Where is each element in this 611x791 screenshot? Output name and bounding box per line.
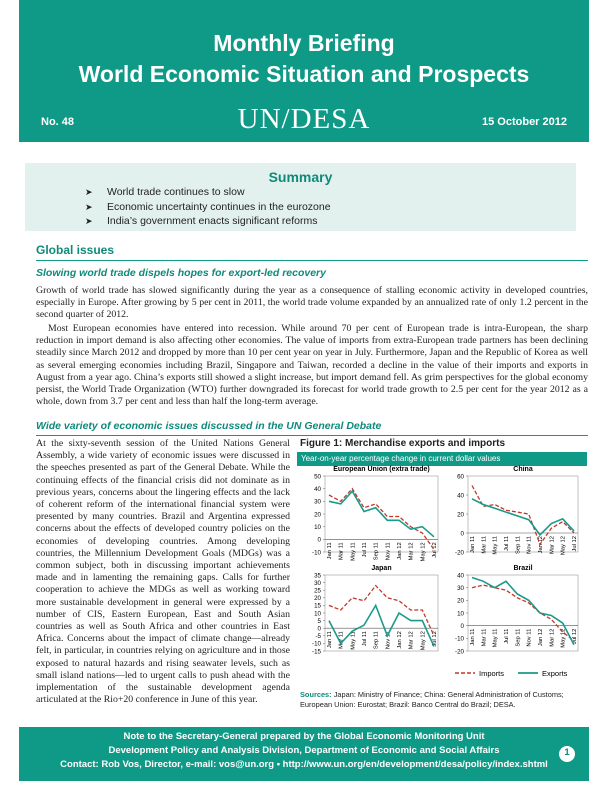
y-tick-label: 60 — [457, 473, 464, 481]
x-tick-label: Jan 11 — [470, 628, 476, 646]
y-tick-label: 20 — [314, 595, 321, 603]
section-rule — [36, 260, 588, 261]
subheading-general-debate: Wide variety of economic issues discussed in the UN General Debate — [36, 420, 382, 432]
paragraph-3: At the sixty-seventh session of the United Nations General Assembly, a wide variety of economic issues were discussed in the speeches presented as part of the General Debate. While the continuing effects of the financial crisis did not dominate as in previous years, concerns about the lingering effects and the lack of coherent reform of the international financial system were presented by many countries. Brazil and Argentina expressed concerns about the effects of developed country policies on the economies of developing countries. Among developing countries, the Millennium Development Goals (MDGs) was a common subject, both in discussing important achievements made and in lamenting the remaining gaps. Calls for further cooperation to achieve the MDGs as well as working toward more sustainable development in general were expressed by a number of CIS, Eastern European, East and South Asian countries as well as South Africa and other countries in East Africa. Concerns about the impact of climate change—already felt, in particular, in countries relying on agriculture and in those exposed to natural hazards and rising seawater levels, such as small island nations—led to urgent calls to push ahead with the implementation of the sustainable development agenda articulated at the Rio+20 conference in June of this year. — [36, 438, 290, 706]
title-line-1: Monthly Briefing — [213, 30, 395, 56]
chart-title: China — [513, 466, 533, 473]
y-tick-label: -15 — [312, 648, 321, 656]
x-tick-label: Mar 12 — [408, 631, 415, 650]
x-tick-label: Jul 12 — [432, 631, 438, 647]
footer-contact-line[interactable]: Contact: Rob Vos, Director, e-mail: vos@un.org • http://www.un.org/en/development/desa/policy/index.shtml — [60, 759, 548, 770]
figure-title: Figure 1: Merchandise exports and imports — [300, 438, 506, 449]
issue-number: No. 48 — [41, 116, 75, 128]
x-tick-label: Mar 12 — [549, 536, 556, 555]
summary-item: ➤ Economic uncertainty continues in the eurozone — [85, 200, 331, 213]
chart-title: Japan — [371, 565, 392, 572]
arrow-bullet-icon: ➤ — [85, 201, 93, 212]
y-tick-label: 10 — [314, 610, 321, 618]
figure-1-chart — [300, 460, 588, 683]
x-tick-label: Jul 12 — [572, 628, 578, 645]
x-tick-label: May 12 — [420, 542, 427, 562]
y-tick-label: 0 — [317, 625, 321, 633]
paragraph-1: Growth of world trade has slowed significantly during the year as a consequence of stalling economic activity in developed countries, especially in Europe. After growing by 5 per cent in 2011, the world trade volume expanded by an annualized rate of only 1.2 percent in the second quarter of 2012. — [36, 285, 588, 321]
x-tick-label: Jul 11 — [362, 631, 368, 647]
arrow-bullet-icon: ➤ — [85, 187, 93, 197]
x-tick-label: Jul 12 — [572, 536, 578, 552]
x-tick-label: May 12 — [560, 628, 567, 648]
summary-box — [25, 163, 576, 231]
figure-subtitle-band: Year-on-year percentage change in current dollar values — [297, 452, 587, 466]
header-banner — [19, 0, 589, 142]
y-tick-label: 0 — [460, 622, 464, 630]
x-tick-label: May 11 — [350, 631, 357, 650]
y-tick-label: -10 — [455, 635, 464, 643]
x-tick-label: Nov 11 — [526, 536, 533, 554]
x-tick-label: Nov 11 — [526, 628, 533, 647]
x-tick-label: Jul 11 — [504, 536, 510, 552]
x-tick-label: Mar 11 — [338, 631, 345, 649]
summary-item: ➤ India’s government enacts significant reforms — [85, 215, 318, 227]
x-tick-label: Mar 12 — [408, 542, 415, 561]
x-tick-label: Sep 11 — [373, 542, 380, 561]
y-tick-label: -5 — [315, 633, 321, 641]
y-tick-label: 40 — [457, 572, 464, 580]
subheading-world-trade: Slowing world trade dispels hopes for export-led recovery — [36, 267, 326, 279]
footer-banner — [19, 727, 589, 781]
summary-list — [85, 185, 331, 229]
y-tick-label: 0 — [460, 530, 464, 538]
x-tick-label: Sep 11 — [373, 631, 380, 650]
y-tick-label: 15 — [314, 602, 321, 610]
legend-imports-label: Imports — [479, 669, 505, 678]
legend-exports-label: Exports — [542, 669, 568, 678]
arrow-bullet-icon: ➤ — [85, 216, 93, 226]
y-tick-label: 20 — [457, 511, 464, 519]
y-tick-label: -20 — [455, 549, 464, 557]
y-tick-label: 30 — [457, 584, 464, 592]
x-tick-label: Jul 12 — [432, 542, 438, 558]
page-number: 1 — [559, 746, 575, 762]
summary-item: ➤ World trade continues to slow — [85, 186, 245, 198]
x-tick-label: May 11 — [350, 542, 357, 561]
footer-line-2: Development Policy and Analysis Division, Department of Economic and Social Affairs — [108, 745, 500, 756]
summary-title: Summary — [268, 169, 333, 185]
x-tick-label: Jan 12 — [397, 631, 403, 649]
x-tick-label: May 12 — [420, 631, 427, 651]
issue-date: 15 October 2012 — [482, 116, 567, 128]
x-tick-label: Jan 11 — [470, 536, 476, 553]
chart-title: Brazil — [513, 565, 533, 572]
x-tick-label: May 11 — [492, 536, 499, 555]
x-tick-label: Jan 11 — [327, 542, 333, 560]
x-tick-label: Sep 11 — [515, 628, 522, 647]
figure-sources: Sources: Japan: Ministry of Finance; China: General Administration of Customs; European Union: Eurostat; Brazil: Banco Central do Brazil; DESA. — [300, 690, 564, 709]
x-tick-label: May 11 — [492, 628, 499, 648]
y-tick-label: 20 — [314, 511, 321, 519]
x-tick-label: Jan 12 — [397, 542, 403, 560]
x-tick-label: Jan 11 — [327, 631, 333, 649]
y-tick-label: 5 — [317, 617, 321, 625]
x-tick-label: Mar 11 — [481, 536, 488, 554]
y-tick-label: -10 — [312, 640, 321, 648]
y-tick-label: 50 — [314, 473, 321, 481]
footer-line-1: Note to the Secretary-General prepared by the Global Economic Monitoring Unit — [123, 731, 485, 742]
x-tick-label: Mar 12 — [549, 628, 556, 647]
y-tick-label: 10 — [457, 610, 464, 618]
x-tick-label: May 12 — [560, 536, 567, 556]
y-tick-label: 30 — [314, 579, 321, 587]
y-tick-label: 40 — [314, 485, 321, 493]
y-tick-label: 10 — [314, 523, 321, 531]
x-tick-label: Mar 11 — [338, 542, 345, 560]
y-tick-label: 0 — [317, 536, 321, 544]
chart-title: European Union (extra trade) — [333, 466, 430, 473]
section-heading-global-issues: Global issues — [36, 243, 115, 257]
x-tick-label: Sep 11 — [515, 536, 522, 554]
x-tick-label: Jan 12 — [538, 536, 544, 554]
section-rule — [36, 435, 588, 436]
x-tick-label: Mar 11 — [481, 628, 488, 647]
y-tick-label: -20 — [455, 648, 464, 656]
y-tick-label: 30 — [314, 498, 321, 506]
x-tick-label: Jul 11 — [362, 542, 368, 558]
x-tick-label: Jul 11 — [504, 628, 510, 644]
y-tick-label: 20 — [457, 597, 464, 605]
x-tick-label: Nov 11 — [385, 631, 392, 650]
x-tick-label: Jan 12 — [538, 628, 544, 647]
y-tick-label: 40 — [457, 492, 464, 500]
y-tick-label: -10 — [312, 549, 321, 557]
x-tick-label: Nov 11 — [385, 542, 392, 561]
y-tick-label: 35 — [314, 572, 321, 580]
y-tick-label: 25 — [314, 587, 321, 595]
un-desa-logo: UN/DESA — [237, 103, 371, 135]
chart-legend — [455, 669, 568, 678]
title-line-2: World Economic Situation and Prospects — [78, 61, 530, 87]
paragraph-2: Most European economies have entered into recession. While around 70 per cent of European trade is intra-European, the sharp reduction in import demand is also affecting other economies. The value of imports from extra-European trade partners has been declining steadily since March 2012 and dropped by more than 10 per cent year on year in July. Furthermore, Japan and the Republic of Korea as well as several emerging economies including Brazil, Singapore and Taiwan, recorded a decline in the value of their imports and exports in August from a year ago. China’s exports still showed a slight increase, but import demand fell. As grim perspectives for the global economy persist, the World Trade Organization (WTO) further downgraded its forecast for world trade growth to 2.5 per cent for the year 2012 as a whole, down from 3.7 per cent and less than half the long-term average. — [36, 323, 588, 408]
